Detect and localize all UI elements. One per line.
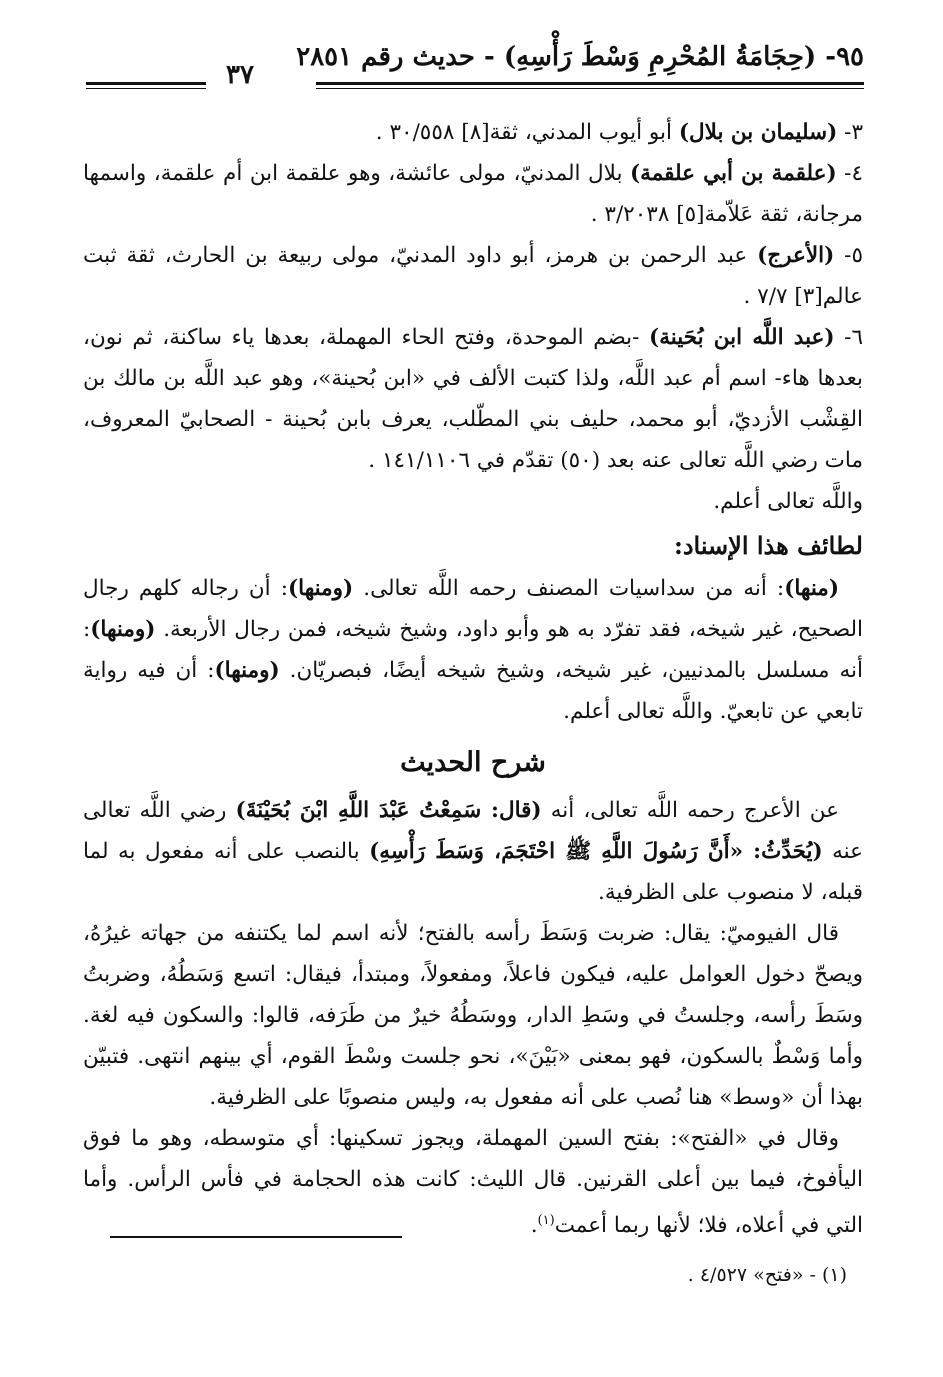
header-rule <box>316 82 864 89</box>
page-number: ٣٧ <box>226 60 254 90</box>
narrator-entry: ٣- (سليمان بن بلال) أبو أيوب المدني، ثقة[٨] ٣٠/٥٥٨ . <box>375 120 863 145</box>
sharh-title: شرح الحديث <box>400 747 546 778</box>
sharh-paragraph: عن الأعرج رحمه اللَّه تعالى، أنه (قال: سَمِعْتُ عَبْدَ اللَّهِ ابْنَ بُحَيْنَةَ) رضي اللَّه تعالى عنه (يُحَدِّثُ: «أَنَّ رَسُولَ اللَّهِ ﷺ احْتَجَمَ، وَسَطَ رَأْسِهِ) بالنصب على أنه مفعول به لما قبله، لا منصوب على الظرفية. <box>83 798 863 905</box>
narrator-name: (الأعرج) <box>757 243 835 268</box>
closing-line: واللَّه تعالى أعلم. <box>713 489 863 514</box>
lataif-paragraph: (منها): أنه من سداسيات المصنف رحمه اللَّه تعالى. (ومنها): أن رجاله كلهم رجال الصحيح، غير شيخه، فقد تفرّد به هو وأبو داود، وشيخ شيخه، فمن رجال الأربعة. (ومنها): أنه مسلسل بالمدنيين، غير شيخه، وشيخ شيخه أيضًا، فبصريّان. (ومنها): أن فيه رواية تابعي عن تابعيّ. واللَّه تعالى أعلم. <box>83 576 863 724</box>
narrator-name: (علقمة بن أبي علقمة) <box>630 161 837 186</box>
narrator-entry: ٤- (علقمة بن أبي علقمة) بلال المدنيّ، مولى عائشة، وهو علقمة ابن أم علقمة، واسمها مرجانة، ثقة عَلاّمة[٥] ٣/٢٠٣٨ . <box>83 161 863 227</box>
footnote: (١) - «فتح» ٤/٥٢٧ . <box>687 1264 847 1286</box>
footnote-rule <box>110 1236 402 1238</box>
page-number-rule <box>86 82 206 89</box>
page-header <box>86 38 864 98</box>
sharh-paragraph: قال الفيوميّ: يقال: ضربت وَسَطَ رأسه بالفتح؛ لأنه اسم لما يكتنفه من جهاته غيرُهُ، ويصحّ دخول العوامل عليه، فيكون فاعلاً، ومفعولاً، ومبتدأ، فيقال: اتسع وَسَطُهُ، وضربتُ وسَطَ رأسه، وجلستُ في وسَطِ الدار، ووسَطُهُ خيرٌ من طَرَفه، قالوا: والسكون فيه لغة. وأما وَسْطٌ بالسكون، فهو بمعنى «بَيْنَ»، نحو جلست وسْطَ القوم، أي بينهم انتهى. فتبيّن بهذا أن «وسط» هنا نُصب على أنه مفعول به، وليس منصوبًا على الظرفية. <box>83 921 863 1110</box>
narrator-entry: ٥- (الأعرج) عبد الرحمن بن هرمز، أبو داود المدنيّ، مولى ربيعة بن الحارث، ثقة ثبت عالم[٣] ٧/٧ . <box>83 243 864 309</box>
narrator-entry: ٦- (عبد اللَّه ابن بُحَينة) -بضم الموحدة، وفتح الحاء المهملة، بعدها ياء ساكنة، ثم نون، بعدها هاء- اسم أم عبد اللَّه، ولذا كتبت الألف في «ابن بُحينة»، وهو عبد اللَّه بن مالك بن القِشْب الأزديّ، أبو محمد، حليف بني المطّلب، يعرف بابن بُحينة - الصحابيّ المعروف، مات رضي اللَّه تعالى عنه بعد (٥٠) تقدّم في ١٤١/١١٠٦ . <box>83 325 863 473</box>
header-title: ٩٥- (حِجَامَةُ المُحْرِمِ وَسْطَ رَأْسِهِ) - حديث رقم ٢٨٥١ <box>296 42 864 72</box>
narrator-name: (عبد اللَّه ابن بُحَينة) <box>649 325 835 350</box>
narrator-name: (سليمان بن بلال) <box>678 120 838 145</box>
sharh-paragraph: وقال في «الفتح»: بفتح السين المهملة، ويجوز تسكينها: أي متوسطه، وهو ما فوق اليأفوخ، فيما بين أعلى القرنين. قال الليث: كانت هذه الحجامة في فأس الرأس. وأما التي في أعلاه، فلا؛ لأنها ربما أعمت$^{(١)}$. <box>83 1126 863 1239</box>
footnote-ref[interactable]: (١) <box>537 1213 555 1228</box>
lataif-heading: لطائف هذا الإسناد: <box>673 531 863 560</box>
page-content <box>83 112 863 1246</box>
